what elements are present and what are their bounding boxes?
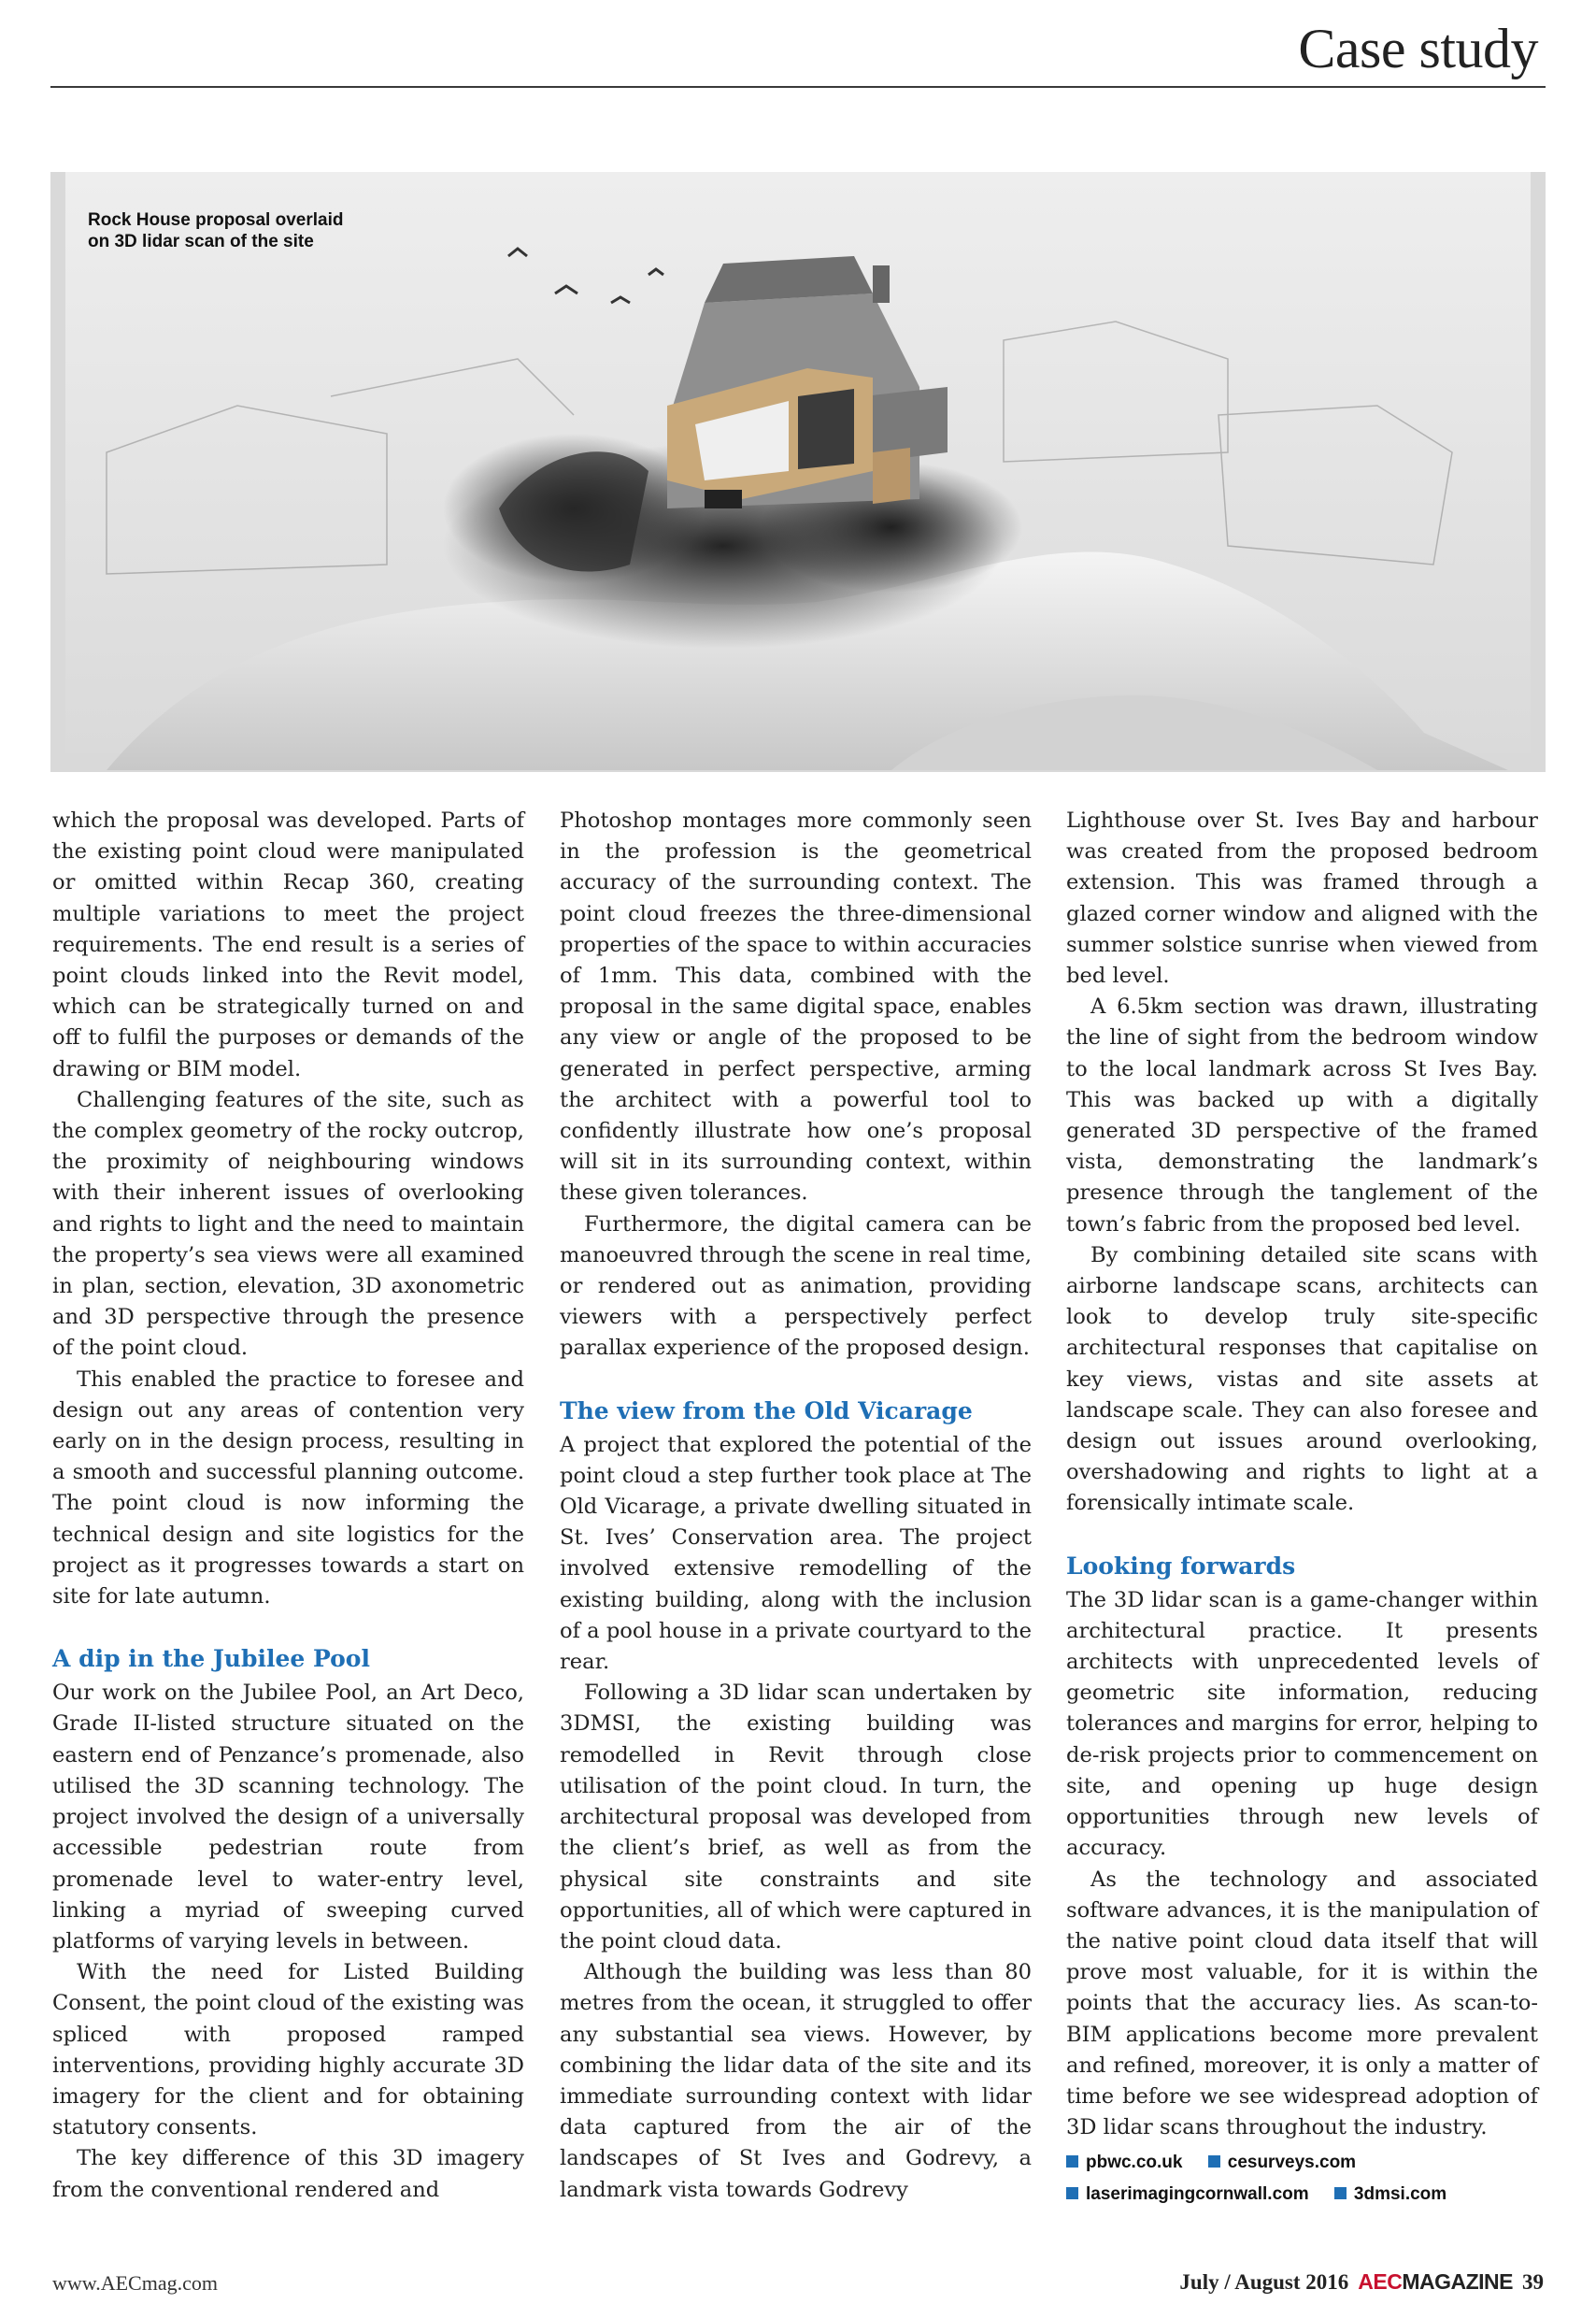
paragraph: Lighthouse over St. Ives Bay and harbour was created from the proposed bedroom extension. This was framed through a glazed corner window and aligned with the summer solstice sunrise when viewed from bed level.: [1066, 808, 1538, 989]
lidar-figure: [50, 172, 1546, 772]
paragraph: This enabled the practice to foresee and design out any areas of contention very early on in the design process, resulting in a smooth and successful planning outcome. The point cloud is now informing the technical design and site logistics for the project as it progresses towards a start on site for late autumn.: [52, 1366, 524, 1610]
paragraph: The 3D lidar scan is a game-changer within architectural practice. It presents architects with unprecedented levels of geometric site information, reducing tolerances and margins for error, helping to de-risk projects prior to commencement on site, and opening up huge design opportunities through new levels of accuracy.: [1066, 1587, 1538, 1861]
square-bullet-icon: [1208, 2155, 1220, 2168]
square-bullet-icon: [1066, 2187, 1078, 2199]
point-cloud-illustration: [50, 172, 1546, 772]
article-column-2: [560, 806, 1032, 2206]
subheading-old-vicarage: The view from the Old Vicarage: [560, 1396, 973, 1424]
paragraph: Photoshop montages more commonly seen in the profession is the geometrical accuracy of the surrounding context. The point cloud freezes the three-dimensional properties of the space to within accuracies of 1mm. This data, combined with the proposal in the same digital space, enables any view or angle of the proposed to be generated in perfect perspective, arming the architect with a powerful tool to confidently illustrate how one’s proposal will sit in its surrounding context, within these given tolerances.: [560, 808, 1032, 1206]
caption-line-1: Rock House proposal overlaid: [88, 210, 344, 230]
paragraph: Challenging features of the site, such as the complex geometry of the rocky outcrop, the proximity of neighbouring windows with their inherent issues of overlooking and rights to light and the need to maintain the property’s sea views were all examined in plan, section, elevation, 3D axonometric and 3D perspective through the presence of the point cloud.: [52, 1087, 524, 1361]
article-column-1: [52, 806, 524, 2206]
figure-caption: [88, 209, 343, 252]
paragraph: The key difference of this 3D imagery from the conventional rendered and: [52, 2146, 524, 2202]
link-3dmsi[interactable]: 3dmsi.com: [1353, 2184, 1447, 2205]
page-number: 39: [1522, 2270, 1544, 2294]
footer-issue-info: [1179, 2269, 1544, 2295]
paragraph: Although the building was less than 80 metres from the ocean, it struggled to offer any substantial sea views. However, by combining the lidar data of the site and its immediate surrounding context with lidar data captured from the air of the landscapes of St Ives and Godrevy, a landmark vista towards Godrevy: [560, 1960, 1032, 2202]
paragraph: which the proposal was developed. Parts of the existing point cloud were manipulated or omitted within Recap 360, creating multiple variations to meet the project requirements. The end result is a series of point clouds linked into the Revit model, which can be strategically turned on and off to fulfil the purposes or demands of the drawing or BIM model.: [52, 808, 524, 1081]
subheading-jubilee-pool: A dip in the Jubilee Pool: [52, 1645, 370, 1673]
link-pbwc[interactable]: pbwc.co.uk: [1086, 2153, 1183, 2173]
header-rule: [50, 86, 1546, 88]
paragraph: A 6.5km section was drawn, illustrating the line of sight from the bedroom window to the local landmark across St Ives Bay. This was backed up with a digitally generated 3D perspective of the framed vista, demonstrating the landmark’s presence through the tanglement of the town’s fabric from the proposed bed level.: [1066, 994, 1538, 1237]
paragraph: With the need for Listed Building Consent, the point cloud of the existing was spliced with proposed ramped interventions, providing highly accurate 3D imagery for the client and for obtaining statutory consents.: [52, 1960, 524, 2140]
section-title: Case study: [1298, 18, 1538, 79]
paragraph: Following a 3D lidar scan undertaken by 3DMSI, the existing building was remodelled in Revit through close utilisation of the point cloud. In turn, the architectural proposal was developed from the client’s brief, as well as from the physical site constraints and site opportunities, all of which were captured in the point cloud data.: [560, 1681, 1032, 1953]
reference-links: [1066, 2147, 1538, 2211]
paragraph: Furthermore, the digital camera can be manoeuvred through the scene in real time, or rendered out as animation, providing viewers with a perspectively perfect parallax experience of the proposed design.: [560, 1211, 1032, 1361]
paragraph: By combining detailed site scans with airborne landscape scans, architects can look to develop truly site-specific architectural responses that capitalise on key views, vistas and site assets at landscape scale. They can also foresee and design out issues around overlooking, overshadowing and rights to light at a forensically intimate scale.: [1066, 1242, 1538, 1516]
paragraph: Our work on the Jubilee Pool, an Art Deco, Grade II-listed structure situated on the eastern end of Penzance’s promenade, also utilised the 3D scanning technology. The project involved the design of a universally accessible pedestrian route from promenade level to water-entry level, linking a myriad of sweeping curved platforms of varying levels in between.: [52, 1681, 524, 1953]
link-laserimaging[interactable]: laserimagingcornwall.com: [1086, 2184, 1309, 2205]
paragraph: A project that explored the potential of the point cloud a step further took place at The Old Vicarage, a private dwelling situated in St. Ives’ Conservation area. The project involved extensive remodelling of the existing building, along with the inclusion of a pool house in a private courtyard to the rear.: [560, 1432, 1032, 1675]
subheading-looking-forwards: Looking forwards: [1066, 1552, 1296, 1580]
caption-line-2: on 3D lidar scan of the site: [88, 232, 314, 251]
magazine-logo: AECMAGAZINE: [1358, 2269, 1513, 2294]
link-cesurveys[interactable]: cesurveys.com: [1227, 2153, 1357, 2173]
footer-url[interactable]: www.AECmag.com: [52, 2271, 218, 2295]
square-bullet-icon: [1066, 2155, 1078, 2168]
square-bullet-icon: [1334, 2187, 1347, 2199]
paragraph: As the technology and associated software advances, it is the manipulation of the native point cloud data itself that will prove most valuable, for it is within the points that the accuracy lies. As scan-to-BIM applications become more prevalent and refined, moreover, it is only a matter of time before we see widespread adoption of 3D lidar scans throughout the industry.: [1066, 1867, 1538, 2140]
article-column-3: [1066, 806, 1538, 2211]
issue-date: July / August 2016: [1179, 2270, 1349, 2294]
